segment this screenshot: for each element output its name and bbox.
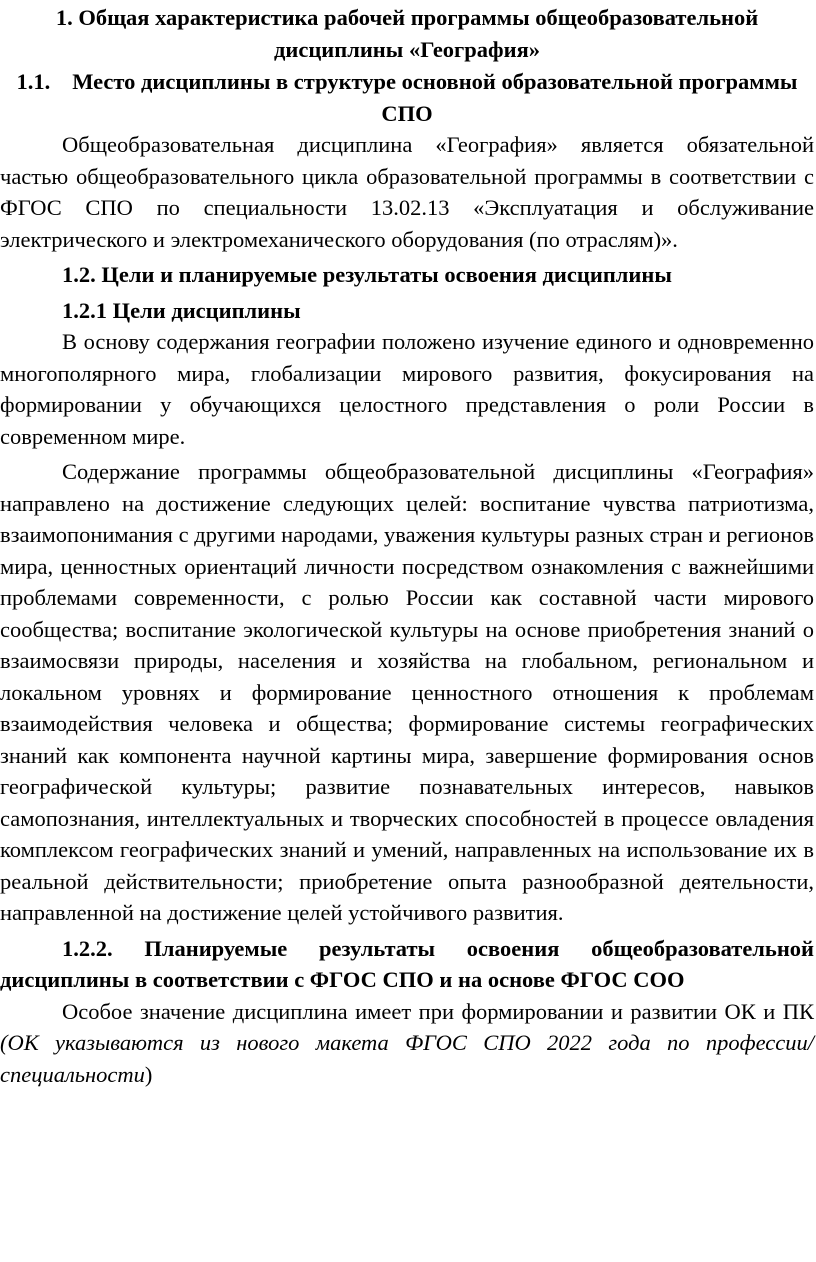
paragraph-discipline-place: Общеобразовательная дисциплина «География» является обязательной частью общеобразовательного цикла образовательной программы в соответствии с ФГОС СПО по специальности 13.02.13 «Эксплуатация и обслуживание электрического и электромеханического оборудования (по отраслям)». xyxy=(0,132,814,252)
section-heading-1-2: 1.2. Цели и планируемые результаты освоения дисциплины xyxy=(62,262,672,287)
paragraph-program-goals: Содержание программы общеобразовательной дисциплины «География» направлено на достижение следующих целей: воспитание чувства патриотизма, взаимопонимания с другими народами, уважения культуры разных стран и регионов мира, ценностных ориентаций личности посредством ознакомления с важнейшими проблемами современности, с ролью России как составной части мирового сообщества; воспитание экологической культуры на основе приобретения знаний о взаимосвязи природы, населения и хозяйства на глобальном, региональном и локальном уровнях и формирование ценностного отношения к проблемам взаимодействия человека и общества; формирование системы географических знаний как компонента научной картины мира, завершение формирования основ географической культуры; развитие познавательных интересов, навыков самопознания, интеллектуальных и творческих способностей в процессе овладения комплексом географических знаний и умений, направленных на использование их в реальной действительности; приобретение опыта разнообразной деятельности, направленной на достижение целей устойчивого развития. xyxy=(0,459,814,925)
section-heading-1: 1. Общая характеристика рабочей программы общеобразовательной дисциплины «География» xyxy=(55,5,759,62)
section-heading-1-2-1: 1.2.1 Цели дисциплины xyxy=(62,297,301,323)
section-title: Место дисциплины в структуре основной образовательной программы СПО xyxy=(72,69,798,126)
paragraph-competencies xyxy=(0,996,814,1091)
section-heading-1-1 xyxy=(0,66,814,129)
competencies-italic-note: (ОК указываются из нового макета ФГОС СПО 2022 года по профессии/специальности xyxy=(0,1030,814,1087)
paragraph-content-basis: В основу содержания географии положено изучение единого и одновременно многополярного мира, глобализации мирового развития, фокусирования на формировании у обучающихся целостного представления о роли России в современном мире. xyxy=(0,329,814,449)
competencies-closing: ) xyxy=(144,1061,153,1087)
section-heading-1-2-2: 1.2.2. Планируемые результаты освоения общеобразовательной дисциплины в соответствии с ФГОС СПО и на основе ФГОС СОО xyxy=(0,935,814,992)
competencies-text: Особое значение дисциплина имеет при формировании и развитии ОК и ПК xyxy=(62,998,814,1024)
section-number: 1.1. xyxy=(16,69,51,94)
